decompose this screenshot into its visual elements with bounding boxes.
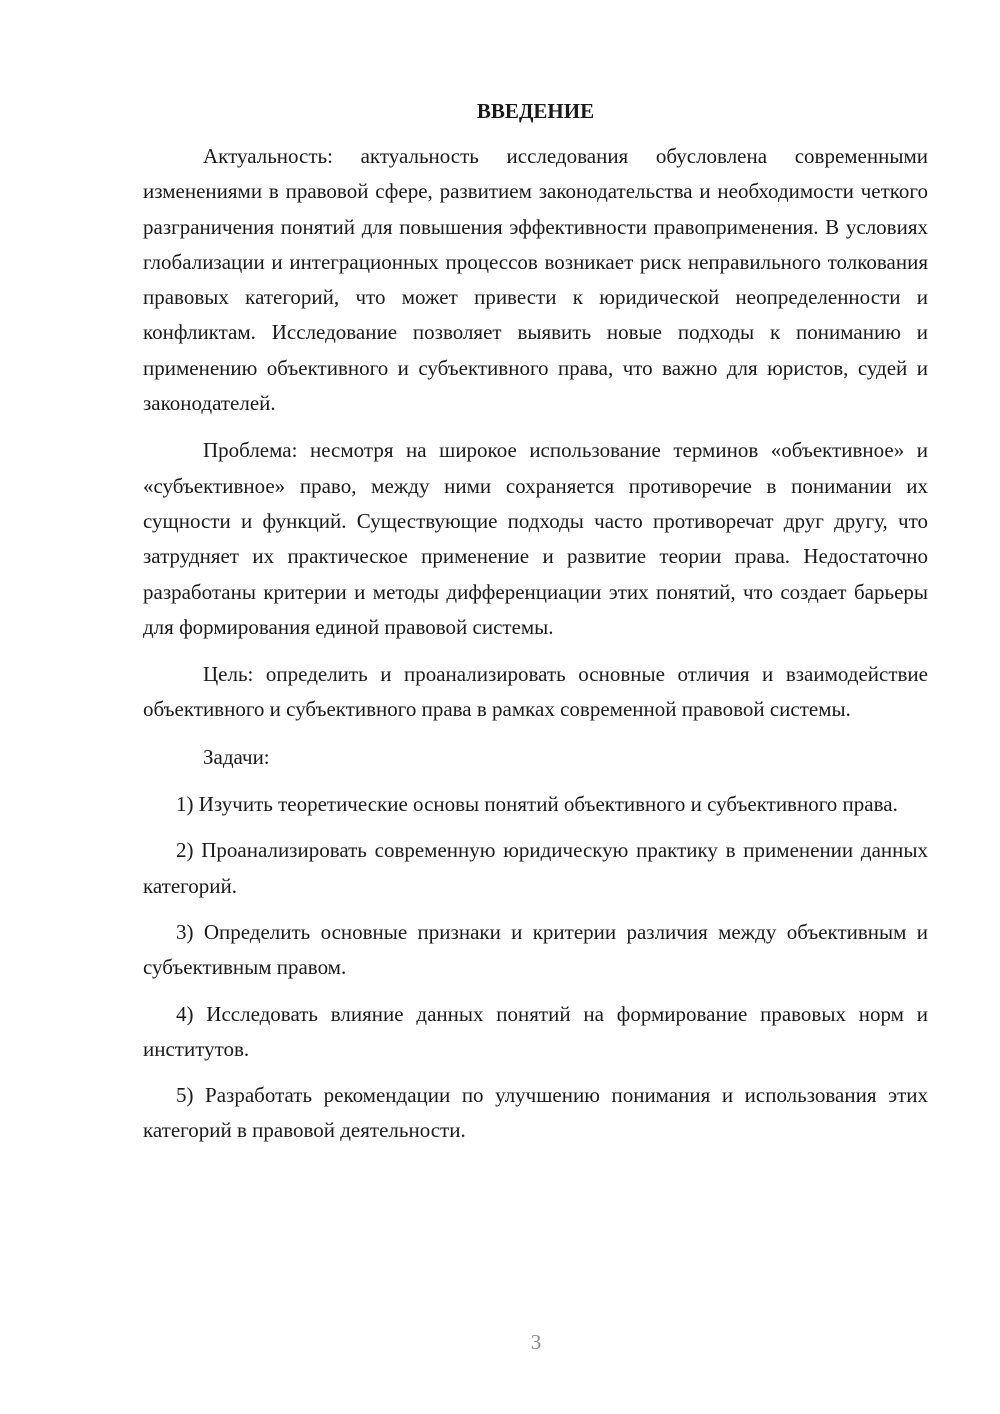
tasks-heading: Задачи:	[203, 744, 270, 769]
page-content	[143, 95, 928, 1160]
task-item-5: 5) Разработать рекомендации по улучшению понимания и использования этих категорий в правовой деятельности.	[143, 1083, 928, 1143]
paragraph-problem: Проблема: несмотря на широкое использование терминов «объективное» и «субъективное» право, между ними сохраняется противоречие в понимании их сущности и функций. Существующие подходы часто противоречат друг другу, что затрудняет их практическое применение и развитие теории права. Недостаточно разработаны критерии и методы дифференциации этих понятий, что создает барьеры для формирования единой правовой системы.	[143, 438, 928, 639]
task-item-1: 1) Изучить теоретические основы понятий объективного и субъективного права.	[176, 792, 898, 817]
page-number: 3	[530, 1330, 542, 1354]
task-item-2: 2) Проанализировать современную юридическую практику в применении данных категорий.	[143, 838, 928, 898]
task-item-3: 3) Определить основные признаки и критерии различия между объективным и субъективным правом.	[143, 919, 928, 980]
task-item-4: 4) Исследовать влияние данных понятий на формирование правовых норм и институтов.	[143, 1001, 928, 1061]
page-title: ВВЕДЕНИЕ	[476, 99, 595, 123]
paragraph-goal: Цель: определить и проанализировать основные отличия и взаимодействие объективного и субъективного права в рамках современной правовой системы.	[143, 662, 928, 722]
paragraph-relevance: Актуальность: актуальность исследования обусловлена современными изменениями в правовой сфере, развитием законодательства и необходимости четкого разграничения понятий для повышения эффективности правоприменения. В условиях глобализации и интеграционных процессов возникает риск неправильного толкования правовых категорий, что может привести к юридической неопределенности и конфликтам. Исследование позволяет выявить новые подходы к пониманию и применению объективного и субъективного права, что важно для юристов, судей и законодателей.	[143, 144, 928, 416]
